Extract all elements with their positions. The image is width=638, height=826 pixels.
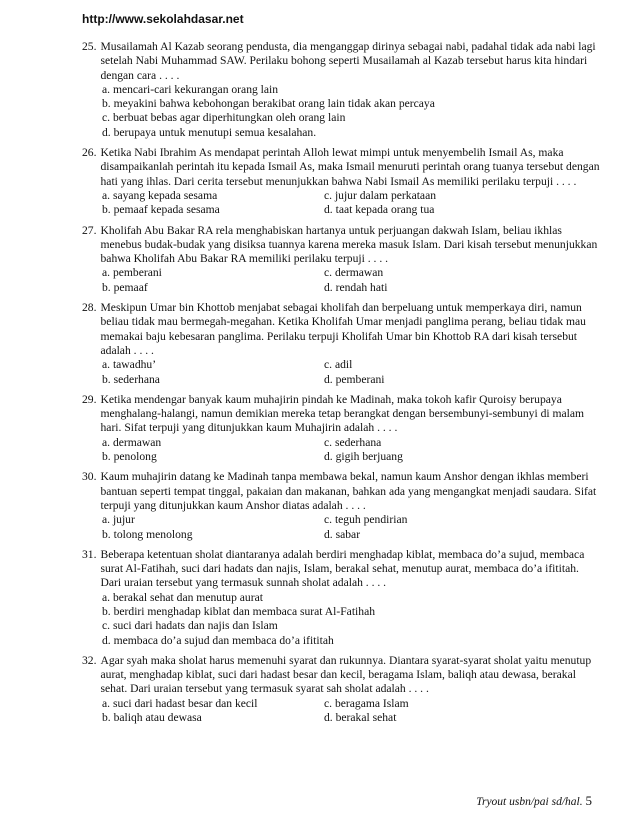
- answer-option-d: d. sabar: [324, 527, 361, 541]
- question-number: 28.: [82, 301, 97, 315]
- answer-option-b: b. tolong menolong: [102, 527, 193, 541]
- answer-options: [102, 591, 602, 648]
- answer-option-b: b. penolong: [102, 450, 157, 464]
- answer-option-b: b. pemaaf: [102, 280, 148, 294]
- answer-option-c: c. teguh pendirian: [324, 513, 408, 527]
- answer-option-b: b. sederhana: [102, 372, 160, 386]
- question-31: [82, 548, 602, 648]
- question-body: Musailamah Al Kazab seorang pendusta, dia menganggap dirinya sebagai nabi, padahal tidak ada nabi lagi setelah Nabi Muhammad SAW. Perilaku bohong seperti Musailamah al Kazab tersebut harus kita hindari dengan cara . . . .: [100, 40, 596, 82]
- question-text: [82, 224, 602, 267]
- question-32: [82, 654, 602, 725]
- question-text: [82, 393, 602, 436]
- question-30: [82, 470, 602, 541]
- question-number: 26.: [82, 146, 97, 160]
- question-body: Ketika Nabi Ibrahim As mendapat perintah Alloh lewat mimpi untuk menyembelih Ismail As, maka disampaikanlah perintah itu kepada Ismail As, maka Ismail menuruti perintah orang tuanya tersebut dengan hati yang ihlas. Dari cerita tersebut menunjukkan bahwa Nabi Ismail As memiliki perilaku terpuji . . . .: [100, 146, 600, 188]
- footer-label: Tryout usbn/pai sd/hal.: [476, 796, 583, 808]
- question-25: [82, 40, 602, 140]
- answer-option-b: b. meyakini bahwa kebohongan berakibat orang lain tidak akan percaya: [102, 97, 435, 111]
- answer-option-c: c. berbuat bebas agar diperhitungkan oleh orang lain: [102, 111, 346, 125]
- question-number: 31.: [82, 547, 97, 561]
- answer-option-a: a. tawadhu’: [102, 358, 157, 372]
- question-number: 29.: [82, 392, 97, 406]
- answer-option-a: a. suci dari hadast besar dan kecil: [102, 696, 258, 710]
- question-text: [82, 654, 602, 697]
- question-body: Meskipun Umar bin Khottob menjabat sebagai kholifah dan berpeluang untuk memperkaya diri, namun beliau tidak mau bermegah-megahan. Ketika Kholifah Umar menjadi panglima perang, beliau tidak mau memakai baju kebesaran panglima. Perilaku terpuji Kholifah Umar bin Khottob RA dari kisah tersebut adalah . . . .: [100, 301, 586, 357]
- question-list: [82, 40, 602, 731]
- answer-option-d: d. berupaya untuk menutupi semua kesalahan.: [102, 125, 317, 139]
- page-number: 5: [585, 793, 592, 808]
- question-text: [82, 301, 602, 358]
- question-number: 30.: [82, 470, 97, 484]
- answer-option-d: d. berakal sehat: [324, 711, 397, 725]
- answer-option-d: d. gigih berjuang: [324, 450, 403, 464]
- answer-option-c: c. beragama Islam: [324, 696, 409, 710]
- question-text: [82, 146, 602, 189]
- answer-option-d: d. membaca do’a sujud dan membaca do’a ifititah: [102, 633, 334, 647]
- question-26: [82, 146, 602, 217]
- answer-option-d: d. rendah hati: [324, 280, 388, 294]
- answer-options: [102, 436, 602, 465]
- answer-option-c: c. jujur dalam perkataan: [324, 188, 437, 202]
- answer-option-d: d. pemberani: [324, 372, 385, 386]
- question-body: Kholifah Abu Bakar RA rela menghabiskan hartanya untuk perjuangan dakwah Islam, beliau ikhlas menebus budak-budak yang disiksa tuannya karena mereka masuk Islam. Dari kisah tersebut menunjukkan bahwa Kholifah Abu Bakar RA memiliki perilaku terpuji . . . .: [100, 223, 598, 266]
- answer-options: [102, 189, 602, 218]
- answer-option-b: b. berdiri menghadap kiblat dan membaca surat Al-Fatihah: [102, 604, 376, 618]
- answer-option-c: c. sederhana: [324, 435, 382, 449]
- question-text: [82, 470, 602, 513]
- question-body: Kaum muhajirin datang ke Madinah tanpa membawa bekal, namun kaum Anshor dengan ikhlas memberi bantuan seperti tempat tinggal, pakaian dan makanan, bahkan ada yang mengangkat menjadi saudara. Sifat terpuji yang ditunjukkan kaum Anshor diatas adalah . . . .: [100, 470, 597, 512]
- answer-options: [102, 266, 602, 295]
- question-27: [82, 224, 602, 295]
- answer-option-b: b. pemaaf kepada sesama: [102, 203, 220, 217]
- question-28: [82, 301, 602, 387]
- answer-option-c: c. adil: [324, 358, 353, 372]
- answer-option-c: c. dermawan: [324, 266, 384, 280]
- answer-options: [102, 697, 602, 726]
- header-url: http://www.sekolahdasar.net: [82, 12, 244, 26]
- answer-option-b: b. baliqh atau dewasa: [102, 711, 202, 725]
- answer-option-d: d. taat kepada orang tua: [324, 203, 435, 217]
- answer-option-a: a. mencari-cari kekurangan orang lain: [102, 82, 279, 96]
- question-text: [82, 40, 602, 83]
- question-body: Agar syah maka sholat harus memenuhi syarat dan rukunnya. Diantara syarat-syarat sholat yaitu menutup aurat, menghadap kiblat, suci dari hadast besar dan kecil, beragama Islam, baliqh atau dewasa, berakal sehat. Dari uraian tersebut yang termasuk syarat sah sholat adalah . . . .: [100, 653, 592, 696]
- answer-options: [102, 513, 602, 542]
- answer-options: [102, 358, 602, 387]
- page-footer: [476, 793, 592, 809]
- question-number: 27.: [82, 223, 97, 237]
- question-text: [82, 548, 602, 591]
- answer-option-a: a. sayang kepada sesama: [102, 188, 218, 202]
- answer-option-c: c. suci dari hadats dan najis dan Islam: [102, 619, 278, 633]
- question-number: 32.: [82, 653, 97, 667]
- answer-option-a: a. dermawan: [102, 435, 162, 449]
- question-29: [82, 393, 602, 464]
- question-body: Ketika mendengar banyak kaum muhajirin pindah ke Madinah, maka tokoh kafir Quroisy berupaya menghalang-halangi, namun demikian mereka tetap berangkat dengan bersembunyi-sembunyi di malam hari. Sifat terpuji yang ditunjukkan kaum Muhajirin adalah . . . .: [100, 392, 585, 435]
- answer-option-a: a. berakal sehat dan menutup aurat: [102, 590, 263, 604]
- answer-option-a: a. jujur: [102, 513, 135, 527]
- question-number: 25.: [82, 40, 97, 53]
- answer-options: [102, 83, 602, 140]
- answer-option-a: a. pemberani: [102, 266, 162, 280]
- question-body: Beberapa ketentuan sholat diantaranya adalah berdiri menghadap kiblat, membaca do’a sujud, membaca surat Al-Fatihah, suci dari hadats dan najis, Islam, berakal sehat, menutup aurat, membaca do’a ifititah. Dari uraian tersebut yang termasuk sunnah sholat adalah . . . .: [100, 547, 585, 590]
